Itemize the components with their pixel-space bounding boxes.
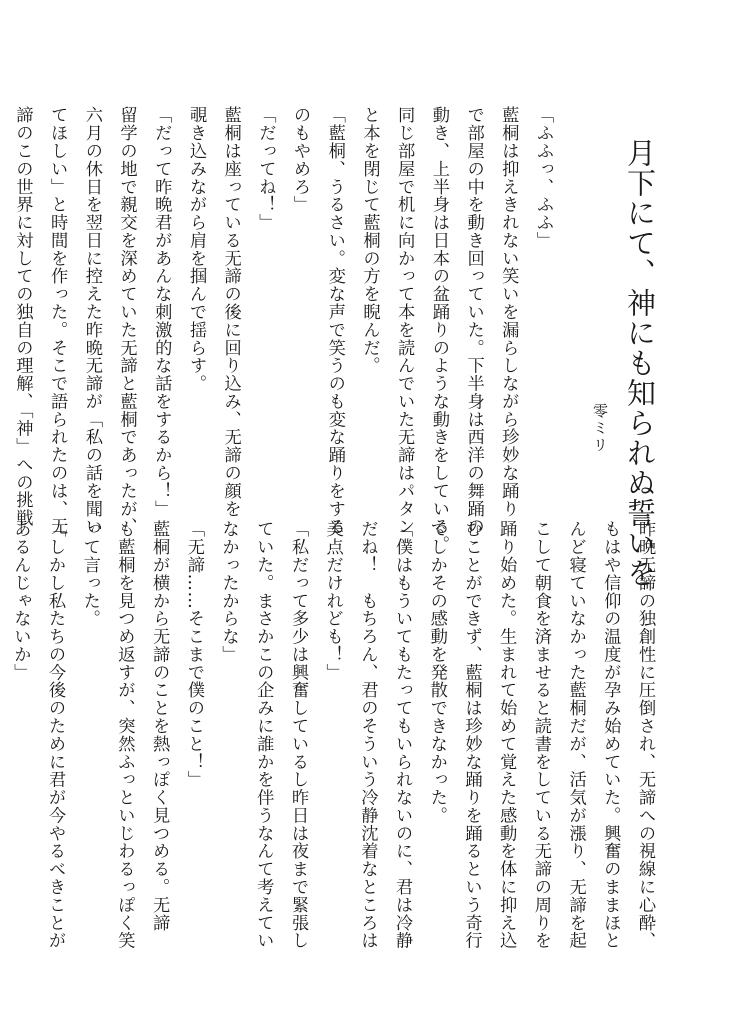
text-line: 「无諦……そこまで僕のこと！」 bbox=[183, 520, 204, 789]
text-line: 踊り始めた。生まれて始めて覚えた感動を体に抑え込 bbox=[496, 520, 517, 950]
text-line: 「私だって多少は興奮しているし昨日は夜まで緊張し bbox=[287, 520, 308, 950]
text-line: 「しかし私たちの今後のために君が今やるべきことが bbox=[45, 520, 66, 950]
text-line: で部屋の中を動き回っていた。下半身は西洋の舞踊の bbox=[463, 106, 484, 536]
text-line: 覗き込みながら肩を掴んで揺らす。 bbox=[185, 106, 206, 393]
text-line: と本を閉じて藍桐の方を睨んだ。 bbox=[359, 106, 380, 375]
text-line: あるんじゃないか」 bbox=[10, 520, 31, 682]
text-line: でしかその感動を発散できなかった。 bbox=[426, 520, 447, 825]
text-line: 「ふふっ、ふふ」 bbox=[533, 106, 553, 250]
text-line: てほしい」と時間を作った。そこで語られたのは、无 bbox=[47, 106, 68, 536]
text-line: って言った。 bbox=[79, 520, 100, 628]
text-line: 「僕はもういてもたってもいられないのに、君は冷静 bbox=[392, 520, 413, 950]
text-line: 動き、上半身は日本の盆踊りのような動きをしている。 bbox=[428, 106, 449, 554]
story-title: 月下にて、神にも知られぬ誓いを bbox=[623, 138, 657, 588]
text-line: なかったからな」 bbox=[218, 520, 239, 664]
text-line: 藍桐は座っている无諦の後に回り込み、无諦の顔を bbox=[220, 106, 241, 518]
text-line: も藍桐を見つめ返すが、突然ふっといじわるっぽく笑 bbox=[114, 520, 135, 950]
text-line: 同じ部屋で机に向かって本を読んでいた无諦はパタン bbox=[394, 106, 415, 536]
text-line: 「だってね！」 bbox=[255, 106, 276, 232]
text-line: むことができず、藍桐は珍妙な踊りを踊るという奇行 bbox=[461, 520, 482, 950]
text-line bbox=[0, 106, 5, 504]
text-line: 美点だけれども！」 bbox=[322, 520, 343, 682]
text-line: 藍桐は抑えきれない笑いを漏らしながら珍妙な踊り bbox=[498, 106, 519, 518]
text-line: 昨晩无諦の独創性に圧倒され、无諦への視線に心酔、 bbox=[635, 520, 655, 950]
lower-text-block bbox=[10, 520, 662, 950]
text-line: もはや信仰の温度が孕み始めていた。興奮のままほと bbox=[600, 520, 621, 950]
text-line: こして朝食を済ませると読書をしている无諦の周りを bbox=[530, 520, 551, 950]
text-line: だね！ もちろん、君のそういう冷静沈着なところは bbox=[357, 520, 378, 950]
text-line: 六月の休日を翌日に控えた昨晩无諦が「私の話を聞い bbox=[81, 106, 102, 536]
text-line: 留学の地で親交を深めていた无諦と藍桐であったが、 bbox=[116, 106, 137, 536]
text-line: のもやめろ」 bbox=[290, 106, 311, 214]
text-line: 「だって昨晩君があんな刺激的な話をするから！」 bbox=[151, 106, 172, 518]
text-line: ていた。まさかこの企みに誰かを伴うなんて考えてい bbox=[253, 520, 274, 950]
text-line: 藍桐が横から无諦のことを熱っぽく見つめる。无諦 bbox=[149, 520, 170, 932]
author-name: 零ミリ bbox=[591, 403, 609, 454]
upper-text-block bbox=[12, 106, 560, 554]
text-line bbox=[0, 520, 3, 922]
text-line: 諦のこの世界に対しての独自の理解、「神」への挑戦 bbox=[12, 106, 33, 527]
text-line: んど寝ていなかった藍桐だが、活気が漲り、无諦を起 bbox=[565, 520, 586, 950]
text-line: 「藍桐、うるさい。変な声で笑うのも変な踊りをする bbox=[324, 106, 345, 536]
